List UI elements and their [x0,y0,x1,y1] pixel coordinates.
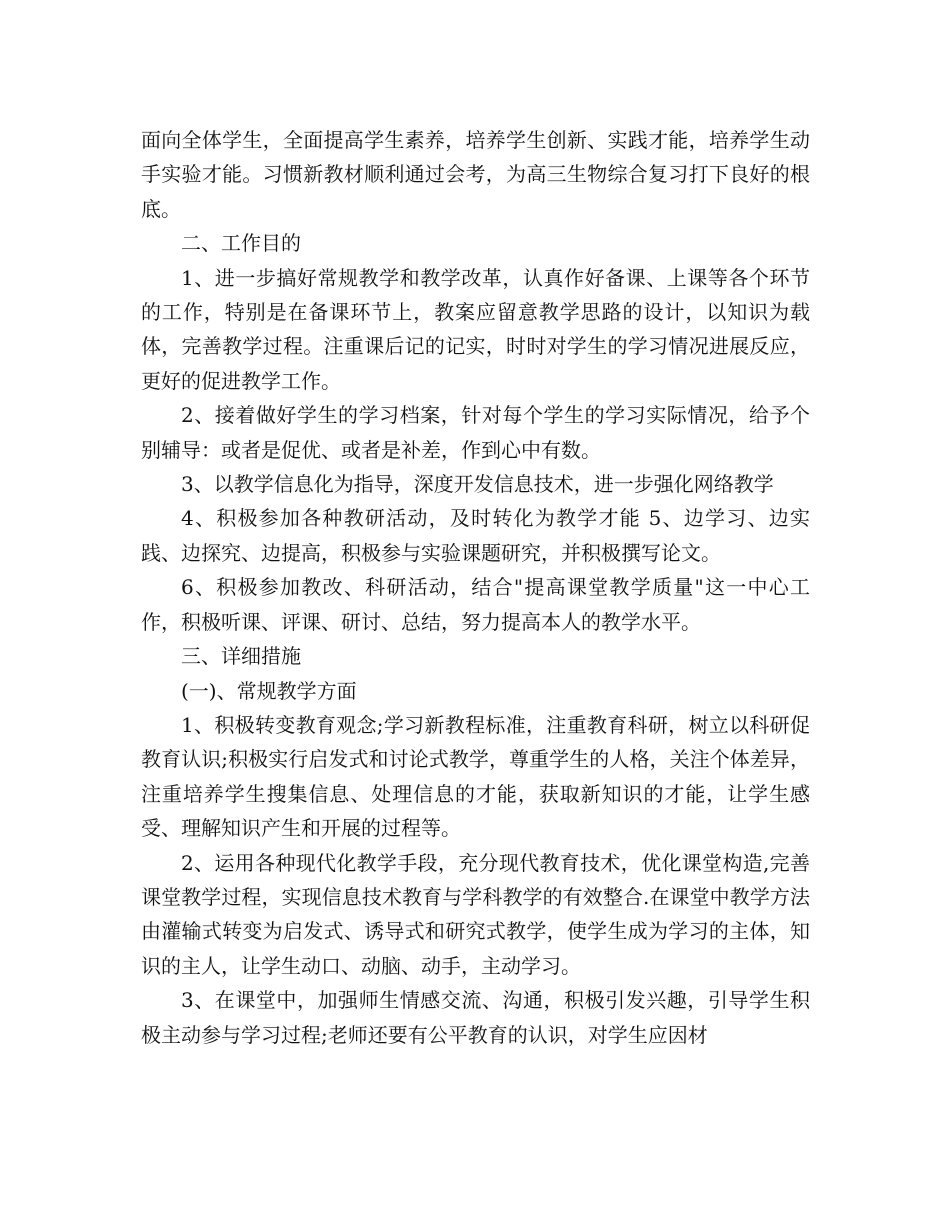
section-heading-goals: 二、工作目的 [181,231,301,256]
paragraph-intro: 面向全体学生，全面提高学生素养，培养学生创新、实践才能，培养学生动手实验才能。习惯新教材顺利通过会考，为高三生物综合复习打下良好的根底。 [141,128,810,221]
paragraph-goal-6: 6、积极参加教改、科研活动，结合"提高课堂教学质量"这一中心工作，积极听课、评课、研讨、总结，努力提高本人的教学水平。 [141,575,810,634]
paragraph-goal-2: 2、接着做好学生的学习档案，针对每个学生的学习实际情况，给予个别辅导：或者是促优、或者是补差，作到心中有数。 [141,403,810,462]
subsection-heading-routine: (一)、常规教学方面 [181,678,357,703]
paragraph-goal-1: 1、进一步搞好常规教学和教学改革，认真作好备课、上课等各个环节的工作，特别是在备课环节上，教案应留意教学思路的设计，以知识为载体，完善教学过程。注重课后记的记实，时时对学生的学习情况进展反应，更好的促进教学工作。 [141,265,810,393]
paragraph-goal-4-5: 4、积极参加各种教研活动，及时转化为教学才能 5、边学习、边实践、边探究、边提高，积极参与实验课题研究，并积极撰写论文。 [141,506,810,565]
section-heading-measures: 三、详细措施 [181,644,301,669]
paragraph-goal-3: 3、以教学信息化为指导，深度开发信息技术，进一步强化网络教学 [181,472,774,497]
paragraph-measure-2: 2、运用各种现代化教学手段，充分现代教育技术，优化课堂构造,完善课堂教学过程，实现信息技术教育与学科教学的有效整合.在课堂中教学方法由灌输式转变为启发式、诱导式和研究式教学，使学生成为学习的主体，知识的主人，让学生动口、动脑、动手，主动学习。 [141,850,810,978]
paragraph-measure-1: 1、积极转变教育观念;学习新教程标准，注重教育科研，树立以科研促教育认识;积极实行启发式和讨论式教学，尊重学生的人格，关注个体差异，注重培养学生搜集信息、处理信息的才能，获取新知识的才能，让学生感受、理解知识产生和开展的过程等。 [141,712,810,841]
paragraph-measure-3: 3、在课堂中，加强师生情感交流、沟通，积极引发兴趣，引导学生积极主动参与学习过程;老师还要有公平教育的认识，对学生应因材 [141,988,810,1047]
